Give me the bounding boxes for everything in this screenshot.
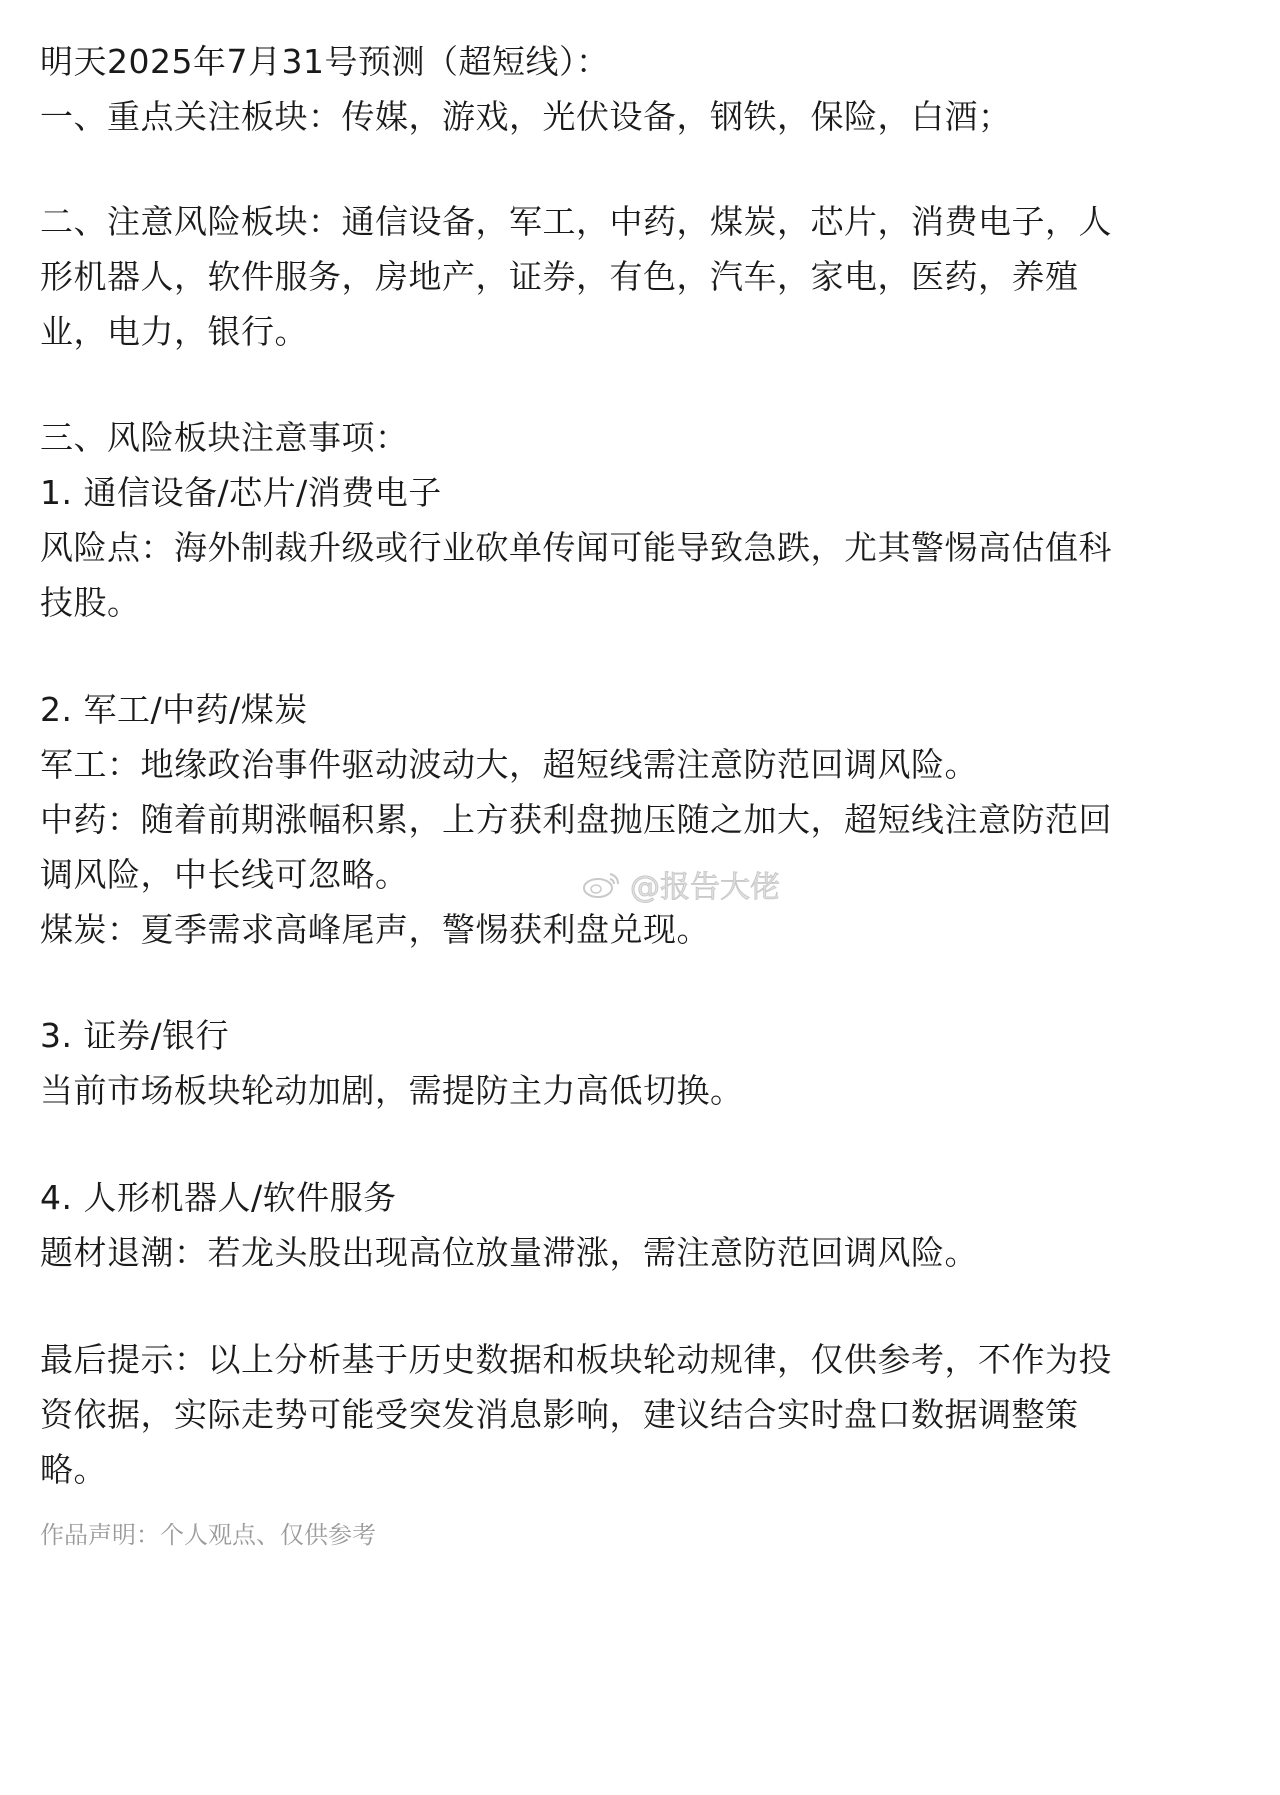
risk-sectors-line-1: 二、注意风险板块：通信设备，军工，中药，煤炭，芯片，消费电子，人: [40, 202, 1112, 241]
note-item-2-line-2: 中药：随着前期涨幅积累，上方获利盘抛压随之加大，超短线注意防范回: [40, 800, 1112, 839]
risk-sectors-line-3: 业，电力，银行。: [40, 312, 308, 351]
final-note-line-1: 最后提示：以上分析基于历史数据和板块轮动规律，仅供参考，不作为投: [40, 1340, 1112, 1379]
note-item-1-line-2: 技股。: [40, 583, 141, 622]
note-item-2-line-3: 调风险，中长线可忽略。: [40, 855, 409, 894]
watermark-text: @报告大佬: [630, 870, 780, 905]
note-item-3-line-1: 当前市场板块轮动加剧，需提防主力高低切换。: [40, 1071, 744, 1110]
final-note-line-3: 略。: [40, 1450, 107, 1489]
risk-sectors-line-2: 形机器人，软件服务，房地产，证券，有色，汽车，家电，医药，养殖: [40, 257, 1079, 296]
focus-sectors: 一、重点关注板块：传媒，游戏，光伏设备，钢铁，保险，白酒；: [40, 97, 1012, 136]
notes-heading: 三、风险板块注意事项：: [40, 418, 409, 457]
post-title: 明天2025年7月31号预测（超短线）：: [40, 42, 610, 81]
note-item-2-title: 2. 军工/中药/煤炭: [40, 690, 308, 729]
author-disclaimer: 作品声明：个人观点、仅供参考: [40, 1521, 376, 1549]
note-item-3-title: 3. 证券/银行: [40, 1016, 230, 1055]
note-item-4-line-1: 题材退潮：若龙头股出现高位放量滞涨，需注意防范回调风险。: [40, 1233, 978, 1272]
note-item-4-title: 4. 人形机器人/软件服务: [40, 1178, 397, 1217]
final-note-line-2: 资依据，实际走势可能受突发消息影响，建议结合实时盘口数据调整策: [40, 1395, 1079, 1434]
note-item-2-line-1: 军工：地缘政治事件驱动波动大，超短线需注意防范回调风险。: [40, 745, 978, 784]
note-item-2-line-4: 煤炭：夏季需求高峰尾声，警惕获利盘兑现。: [40, 910, 710, 949]
note-item-1-title: 1. 通信设备/芯片/消费电子: [40, 473, 442, 512]
note-item-1-line-1: 风险点：海外制裁升级或行业砍单传闻可能导致急跌，尤其警惕高估值科: [40, 528, 1112, 567]
